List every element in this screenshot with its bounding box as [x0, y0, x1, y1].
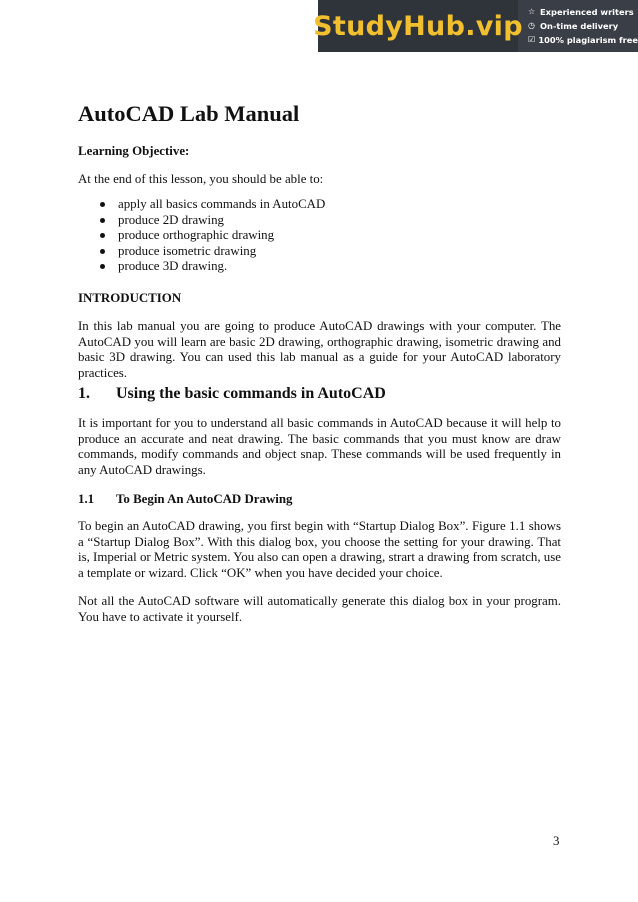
feature-experienced-writers: [528, 5, 638, 19]
section-1-1-paragraph-1: To begin an AutoCAD drawing, you first begin with “Startup Dialog Box”. Figure 1.1 shows a “Startup Dialog Box”. With this dialog box, you choose the setting for your drawing. That is, Imperial or Metric system. You also can open a drawing, strart a drawing from scratch, use a template or wizard. Click “OK” when you have decided your choice.: [78, 519, 561, 580]
introduction-paragraph: In this lab manual you are going to produce AutoCAD drawings with your computer. The AutoCAD you will learn are basic 2D drawing, orthographic drawing, isometric drawing and basic 3D drawing. You can used this lab manual as a guide for your AutoCAD laboratory practices.: [78, 319, 561, 380]
clock-icon: ◷: [528, 21, 535, 30]
bullet-icon: [100, 218, 105, 223]
introduction-heading: INTRODUCTION: [78, 291, 182, 305]
section-1-1-heading: [78, 492, 292, 507]
list-item: produce 3D drawing.: [78, 259, 325, 275]
page-number: 3: [553, 834, 560, 848]
objectives-list: [78, 197, 325, 275]
check-document-icon: ☑: [528, 35, 536, 44]
feature-label: On-time delivery: [540, 21, 619, 31]
bullet-icon: [100, 264, 105, 269]
star-icon: ☆: [528, 7, 536, 16]
objective-intro: At the end of this lesson, you should be able to:: [78, 172, 324, 186]
feature-label: 100% plagiarism free: [538, 35, 638, 45]
list-item: produce isometric drawing: [78, 244, 325, 260]
brand-name: StudyHub.vip: [313, 10, 523, 42]
section-title: To Begin An AutoCAD Drawing: [116, 492, 293, 506]
section-number: 1.1: [78, 492, 95, 506]
list-item: produce orthographic drawing: [78, 228, 325, 244]
learning-objective-heading: Learning Objective:: [78, 144, 190, 158]
section-1-1-paragraph-2: Not all the AutoCAD software will automatically generate this dialog box in your program. You have to activate it yourself.: [78, 594, 561, 624]
section-number: 1.: [78, 385, 90, 402]
list-item: produce 2D drawing: [78, 213, 325, 229]
feature-on-time-delivery: [528, 19, 638, 33]
feature-label: Experienced writers: [540, 7, 634, 17]
studyhub-logo[interactable]: [313, 0, 523, 52]
document-title: AutoCAD Lab Manual: [78, 101, 300, 126]
banner-features: [528, 5, 638, 47]
studyhub-banner[interactable]: [313, 0, 638, 52]
section-1-paragraph: It is important for you to understand all basic commands in AutoCAD because it will help to produce an accurate and neat drawing. The basic commands that you must know are draw commands, modify commands and object snap. These commands will be used frequently in any AutoCAD drawings.: [78, 416, 561, 477]
list-item: apply all basics commands in AutoCAD: [78, 197, 325, 213]
bullet-icon: [100, 202, 105, 207]
bullet-icon: [100, 233, 105, 238]
section-title: Using the basic commands in AutoCAD: [116, 385, 386, 402]
section-1-heading: [78, 385, 386, 403]
feature-plagiarism-free: [528, 33, 638, 47]
bullet-icon: [100, 249, 105, 254]
